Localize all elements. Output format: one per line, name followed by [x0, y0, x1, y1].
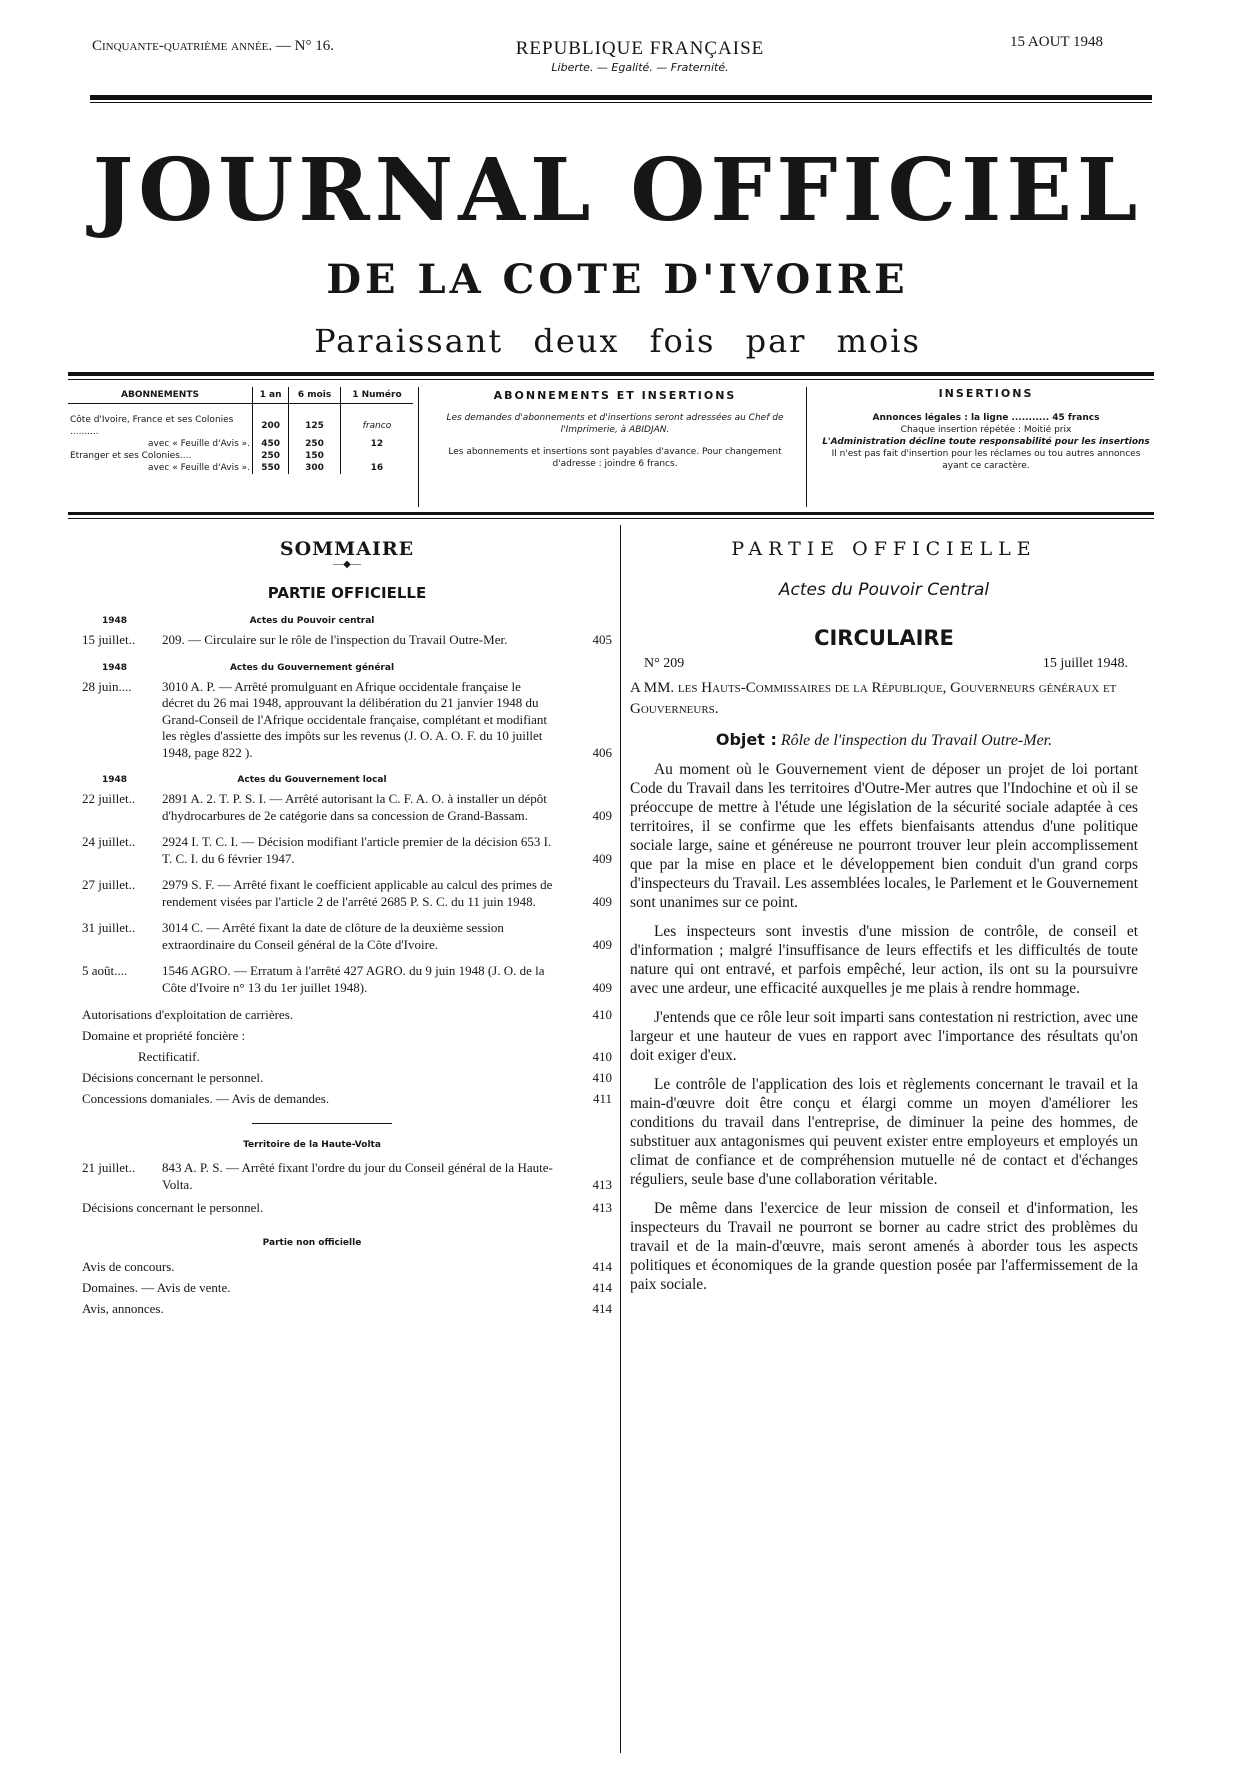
actes-title: Actes du Pouvoir Central [778, 580, 990, 600]
non-officielle-title: Partie non officielle [262, 1238, 362, 1248]
item-page: 413 [592, 1200, 612, 1215]
insertions-line: L'Administration décline toute responsabilité pour les insertions [822, 437, 1150, 447]
sommaire-partie: PARTIE OFFICIELLE [267, 584, 427, 602]
table-row [68, 404, 413, 439]
list-item [82, 834, 612, 867]
entry-page: 409 [592, 850, 612, 866]
list-item [82, 679, 612, 762]
circulaire-objet [630, 730, 1138, 750]
entry-page: 406 [592, 744, 612, 760]
table-bottom-rule-thin [68, 518, 1154, 519]
table-row [68, 462, 413, 474]
journal-tagline: Paraissant deux fois par mois [314, 322, 921, 360]
subscription-info-title: ABONNEMENTS ET INSERTIONS [493, 389, 737, 402]
item-page: 414 [592, 1280, 612, 1295]
list-item [82, 1160, 612, 1193]
top-rule-thin [90, 102, 1152, 103]
section-header [82, 616, 612, 628]
objet-label: Objet : [715, 730, 777, 749]
item-text: Domaines. — Avis de vente. [82, 1280, 231, 1295]
top-rule [90, 95, 1152, 100]
item-page: 410 [592, 1007, 612, 1022]
masthead-rule [68, 372, 1154, 376]
item-text: Avis de concours. [82, 1259, 175, 1274]
list-item [82, 1279, 612, 1296]
table-bottom-rule [68, 512, 1154, 515]
sommaire-title: SOMMAIRE [279, 538, 415, 560]
item-text: Avis, annonces. [82, 1301, 164, 1316]
circulaire-address: A MM. les Hauts-Commissaires de la République, Gouverneurs généraux et Gouverneurs. [630, 680, 1117, 717]
republic-motto: Liberte. — Egalité. — Fraternité. [551, 61, 729, 74]
sommaire-column [82, 538, 612, 1317]
entry-page: 409 [592, 893, 612, 909]
item-text: Rectificatif. [138, 1049, 200, 1064]
price-1an: 200 [253, 404, 289, 439]
section-label: Actes du Gouvernement général [229, 662, 395, 673]
list-item [82, 963, 612, 996]
item-text: Concessions domaniales. — Avis de demandes. [82, 1091, 330, 1106]
col-header-1an: 1 an [253, 387, 289, 404]
item-page: 414 [592, 1301, 612, 1316]
masthead-rule-thin [68, 379, 1154, 380]
ornament-divider: —◆— [333, 559, 361, 570]
circulaire-number: N° 209 [644, 656, 685, 671]
issue-date: 15 AOUT 1948 [1010, 34, 1104, 50]
divider [252, 1123, 392, 1124]
section-label: Actes du Pouvoir central [249, 616, 375, 626]
entry-page: 409 [592, 807, 612, 823]
section-header [82, 775, 612, 787]
article-paragraph: Le contrôle de l'application des lois et règlements concernant le travail et la main-d'œuvre doit être conçu et élargi comme un moyen d'améliorer les conditions du travail dans l'entreprise, de diminuer la peine des hommes, de substituer aux antagonismes qui peuvent exister entre employeurs et employés un climat de confiance et de compréhension mutuelle né de contact et d'échanges réguliers, seule base d'une collaboration véritable. [630, 1076, 1138, 1188]
insertions-line: Annonces légales : la ligne ........... 45 francs [872, 413, 1100, 423]
entry-text: 2924 I. T. C. I. — Décision modifiant l'article premier de la décision 653 I. T. C. I. du 6 février 1947. [162, 834, 552, 866]
table-row [68, 438, 413, 450]
list-item [82, 877, 612, 910]
section-label: Actes du Gouvernement local [237, 775, 387, 785]
price-numero: 12 [340, 438, 413, 450]
entry-text: 209. — Circulaire sur le rôle de l'inspection du Travail Outre-Mer. [162, 632, 508, 647]
entry-text: 843 A. P. S. — Arrêté fixant l'ordre du jour du Conseil général de la Haute-Volta. [162, 1160, 553, 1192]
item-text: Décisions concernant le personnel. [82, 1200, 264, 1215]
section-year: 1948 [102, 616, 128, 626]
circulaire-heading: CIRCULAIRE [814, 626, 954, 650]
price-numero [340, 450, 413, 462]
subscription-info-text-2: Les abonnements et insertions sont payables d'avance. Pour changement d'adresse : joindre 6 francs. [448, 447, 782, 469]
entry-text: 2891 A. 2. T. P. S. I. — Arrêté autorisant la C. F. A. O. à installer un dépôt d'hydrocarbures de 2e catégorie dans sa concession de Grand-Bassam. [162, 791, 547, 823]
insertions-line: Il n'est pas fait d'insertion pour les réclames ou tou autres annonces ayant ce caractère. [831, 449, 1141, 471]
list-item [82, 1090, 612, 1107]
item-page: 410 [592, 1070, 612, 1085]
list-item [82, 632, 612, 649]
entry-text: 3014 C. — Arrêté fixant la date de clôture de la deuxième session extraordinaire du Conseil général de la Côte d'Ivoire. [162, 920, 504, 952]
list-item [82, 1027, 554, 1044]
col-header-numero: 1 Numéro [340, 387, 413, 404]
entry-page: 405 [592, 632, 612, 647]
entry-date: 5 août.... [82, 963, 128, 978]
col-header-abonnements: ABONNEMENTS [68, 387, 253, 404]
entry-page: 409 [592, 979, 612, 995]
section-header [82, 663, 612, 675]
entry-page: 413 [592, 1176, 612, 1192]
list-item [82, 1300, 612, 1317]
edition-line: Cinquante-quatrième année. — N° 16. [92, 38, 334, 54]
article-paragraph: De même dans l'exercice de leur mission de conseil et d'information, les inspecteurs du Travail ne pourront se borner au cadre strict des problèmes du travail et de la main-d'œuvre, mais seront amenés à aborder tous les aspects politiques et économiques de la grande question posée par l'affermissement de la paix sociale. [630, 1200, 1138, 1293]
circulaire-date: 15 juillet 1948. [1042, 656, 1128, 671]
republic-block [480, 38, 800, 74]
price-numero: franco [340, 404, 413, 439]
table-row [68, 450, 413, 462]
table-divider [418, 387, 419, 507]
insertions-info [818, 388, 1154, 472]
price-6mois: 250 [289, 438, 341, 450]
price-6mois: 300 [289, 462, 341, 474]
entry-date: 28 juin.... [82, 678, 132, 694]
article-paragraph: Au moment où le Gouvernement vient de déposer un projet de loi portant Code du Travail dans les territoires d'Outre-Mer autres que l'Indochine et où il se préoccupe de mettre à l'étude une législation de la sécurité sociale adaptée à ces territoires, il se confirme que les effets bienfaisants attendus d'une politique sociale large, saine et généreuse ne pourront trouver leur plein accomplissement que par la mise en place et le développement bien conduit d'un grand corps d'inspecteurs du Travail. Les assemblées locales, le Parlement et le Gouvernement sont unanimes sur ce point. [630, 761, 1138, 911]
list-item [82, 1199, 612, 1216]
republic-name: REPUBLIQUE FRANÇAISE [515, 38, 765, 59]
entry-date: 15 juillet.. [82, 632, 136, 647]
entry-date: 21 juillet.. [82, 1160, 136, 1175]
subscription-table [68, 387, 413, 511]
subscription-info-text-1: Les demandes d'abonnements et d'insertions seront adressées au Chef de l'Imprimerie, à ABIDJAN. [446, 413, 784, 435]
col-header-6mois: 6 mois [289, 387, 341, 404]
entry-page: 409 [592, 936, 612, 952]
entry-date: 31 juillet.. [82, 920, 136, 935]
row-label: Etranger et ses Colonies.... [70, 451, 192, 461]
item-page: 411 [592, 1091, 612, 1106]
list-item [82, 1069, 612, 1086]
row-label: avec « Feuille d'Avis ». [148, 439, 250, 449]
objet-text: Rôle de l'inspection du Travail Outre-Mer. [780, 732, 1053, 749]
circulaire-number-line [630, 656, 1138, 674]
section-year: 1948 [102, 662, 128, 673]
list-item [82, 920, 612, 953]
price-6mois: 125 [289, 404, 341, 439]
entry-date: 24 juillet.. [82, 834, 136, 849]
price-numero: 16 [340, 462, 413, 474]
partie-officielle-title: PARTIE OFFICIELLE [731, 538, 1037, 560]
price-1an: 450 [253, 438, 289, 450]
article-paragraph: Les inspecteurs sont investis d'une mission de contrôle, de conseil et d'information ; malgré l'insuffisance de leurs effectifs et les difficultés de toute nature qui ont entravé, et parfois empêché, leur action, ils ont su la poursuivre avec une ardeur, une efficacité auxquelles je me plais à rendre hommage. [630, 923, 1138, 997]
article-paragraph: J'entends que ce rôle leur soit imparti sans contestation ni restriction, avec une largeur et une hauteur de vues en rapport avec l'importance des résultats qu'on doit exiger d'eux. [630, 1009, 1138, 1064]
item-text: Décisions concernant le personnel. [82, 1070, 264, 1085]
article-column [630, 538, 1138, 1294]
haute-volta-title: Territoire de la Haute-Volta [243, 1140, 381, 1150]
item-text: Autorisations d'exploitation de carrières. [82, 1007, 294, 1022]
journal-subtitle: DE LA COTE D'IVOIRE [326, 256, 909, 303]
column-divider [620, 525, 621, 1753]
item-page: 414 [592, 1259, 612, 1274]
list-item [82, 1258, 612, 1275]
entry-date: 27 juillet.. [82, 877, 136, 892]
insertions-title: INSERTIONS [938, 387, 1034, 400]
list-item [82, 791, 612, 824]
item-page: 410 [592, 1049, 612, 1064]
row-label: avec « Feuille d'Avis ». [148, 463, 250, 473]
section-year: 1948 [102, 775, 128, 785]
row-label: Côte d'Ivoire, France et ses Colonies .......... [70, 415, 234, 437]
entry-date: 22 juillet.. [82, 791, 136, 806]
price-1an: 250 [253, 450, 289, 462]
price-1an: 550 [253, 462, 289, 474]
entry-text: 3010 A. P. — Arrêté promulguant en Afrique occidentale française le décret du 26 mai 1948, approuvant la délibération du 21 janvier 1948 du Grand-Conseil de l'Afrique occidentale française, complétant et modifiant les règles d'assiette des impôts sur les revenus (J. O. A. O. F. du 10 juillet 1948, page 822 ). [162, 678, 547, 760]
subscription-info [430, 390, 800, 470]
insertions-line: Chaque insertion répétée : Moitié prix [900, 425, 1072, 435]
journal-title: JOURNAL OFFICIEL [92, 140, 1143, 241]
item-text: Domaine et propriété foncière : [82, 1028, 246, 1043]
entry-text: 2979 S. F. — Arrêté fixant le coefficient applicable au calcul des primes de rendement visées par l'article 2 de l'arrêté 2685 P. S. C. du 11 juin 1948. [162, 877, 553, 909]
entry-text: 1546 AGRO. — Erratum à l'arrêté 427 AGRO. du 9 juin 1948 (J. O. de la Côte d'Ivoire n° 13 du 1er juillet 1948). [162, 963, 545, 995]
price-6mois: 150 [289, 450, 341, 462]
table-divider [806, 387, 807, 507]
list-item [82, 1048, 612, 1065]
list-item [82, 1006, 612, 1023]
